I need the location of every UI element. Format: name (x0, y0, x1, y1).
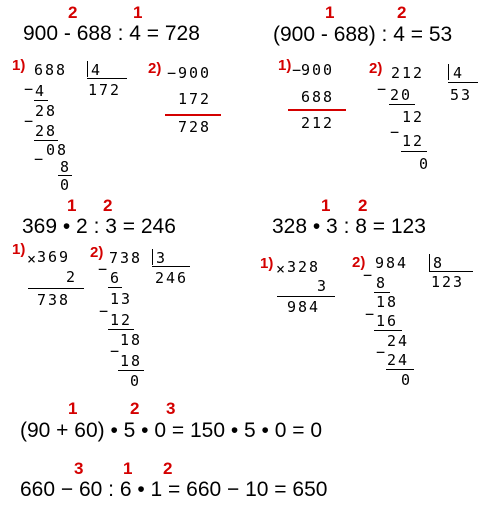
expression: 328 • 3 : 8 = 123 (272, 215, 426, 238)
partial: 13 (110, 290, 133, 308)
partial: 12 (110, 311, 133, 329)
minus-sign: − (167, 64, 177, 82)
subtrahend: 172 (178, 90, 212, 108)
minus-sign: − (365, 305, 375, 323)
expression: (90 + 60) • 5 • 0 = 150 • 5 • 0 = 0 (20, 419, 323, 442)
partial: 12 (402, 132, 425, 150)
line (108, 329, 134, 330)
product: 738 (37, 291, 71, 309)
factor: 3 (317, 277, 329, 295)
partial: 08 (46, 141, 69, 159)
step-label: 2) (90, 244, 104, 261)
remainder: 0 (401, 371, 413, 389)
order-mark: 2 (130, 399, 140, 418)
quotient: 123 (431, 273, 465, 291)
step-label: 1) (260, 255, 274, 272)
line (389, 104, 415, 105)
partial: 18 (376, 293, 399, 311)
dividend: 688 (34, 61, 68, 79)
line (28, 288, 84, 289)
minus-sign: − (24, 80, 34, 98)
expression: (900 - 688) : 4 = 53 (273, 23, 453, 46)
factor: 369 (37, 248, 71, 266)
partial: 18 (120, 352, 143, 370)
partial: 28 (35, 102, 58, 120)
partial: 18 (120, 331, 143, 349)
subtrahend: 688 (301, 88, 335, 106)
expression: 369 • 2 : 3 = 246 (22, 215, 176, 238)
factor: 328 (287, 258, 321, 276)
minus-sign: − (292, 61, 302, 79)
quotient: 246 (155, 269, 189, 287)
remainder: 0 (130, 372, 142, 390)
factor: 2 (66, 268, 78, 286)
minus-sign: − (34, 150, 44, 168)
order-mark: 1 (133, 3, 143, 22)
partial: 12 (402, 108, 425, 126)
result-line (165, 114, 221, 116)
minuend: 900 (178, 64, 212, 82)
quotient: 53 (450, 86, 473, 104)
order-mark: 2 (68, 3, 78, 22)
result: 728 (178, 118, 212, 136)
step-label: 2) (148, 60, 162, 77)
result: 212 (301, 114, 335, 132)
division-bar (448, 82, 478, 83)
minus-sign: − (376, 343, 386, 361)
order-mark: 1 (123, 459, 133, 478)
remainder: 0 (60, 176, 72, 194)
order-mark: 2 (163, 459, 173, 478)
division-bar (429, 271, 473, 272)
divisor: 3 (156, 249, 168, 267)
expression: 900 - 688 : 4 = 728 (23, 22, 200, 45)
line (118, 370, 144, 371)
step-label: 2) (352, 254, 366, 271)
division-bracket (152, 249, 153, 265)
divisor: 8 (433, 254, 445, 272)
partial: 28 (35, 122, 58, 140)
dividend: 212 (391, 64, 425, 82)
division-bracket (429, 254, 430, 271)
partial: 8 (60, 158, 72, 176)
line (34, 100, 48, 101)
division-bar (152, 266, 190, 267)
partial: 24 (387, 351, 410, 369)
partial: 8 (376, 274, 388, 292)
order-mark: 1 (67, 196, 77, 215)
division-bar (87, 78, 127, 79)
minus-sign: − (110, 342, 120, 360)
minus-sign: − (98, 260, 108, 278)
divisor: 4 (453, 64, 465, 82)
order-mark: 1 (321, 196, 331, 215)
order-mark: 3 (166, 399, 176, 418)
partial: 6 (110, 269, 122, 287)
times-sign: × (276, 260, 286, 278)
order-mark: 3 (74, 459, 84, 478)
line (277, 296, 335, 297)
division-bracket (448, 64, 449, 80)
partial: 24 (387, 332, 410, 350)
minus-sign: − (363, 266, 373, 284)
division-bracket (87, 61, 88, 77)
order-mark: 2 (103, 196, 113, 215)
minus-sign: − (377, 80, 387, 98)
product: 984 (287, 298, 321, 316)
dividend: 738 (109, 249, 143, 267)
partial: 16 (376, 312, 399, 330)
line (386, 369, 414, 370)
minus-sign: − (24, 112, 34, 130)
order-mark: 2 (397, 3, 407, 22)
line (401, 151, 427, 152)
remainder: 0 (419, 155, 431, 173)
step-label: 2) (369, 60, 383, 77)
result-line (288, 109, 346, 111)
quotient: 172 (88, 81, 122, 99)
order-mark: 1 (68, 399, 78, 418)
times-sign: × (27, 250, 37, 268)
step-label: 1) (12, 57, 26, 74)
order-mark: 2 (358, 196, 368, 215)
partial: 4 (35, 82, 47, 100)
line (108, 287, 122, 288)
dividend: 984 (375, 254, 409, 272)
minuend: 900 (301, 61, 335, 79)
expression: 660 − 60 : 6 • 1 = 660 − 10 = 650 (20, 478, 328, 501)
step-label: 1) (12, 241, 26, 258)
order-mark: 1 (325, 3, 335, 22)
divisor: 4 (91, 61, 103, 79)
minus-sign: − (390, 123, 400, 141)
line (374, 330, 402, 331)
step-label: 1) (278, 57, 292, 74)
minus-sign: − (99, 302, 109, 320)
partial: 20 (390, 86, 413, 104)
